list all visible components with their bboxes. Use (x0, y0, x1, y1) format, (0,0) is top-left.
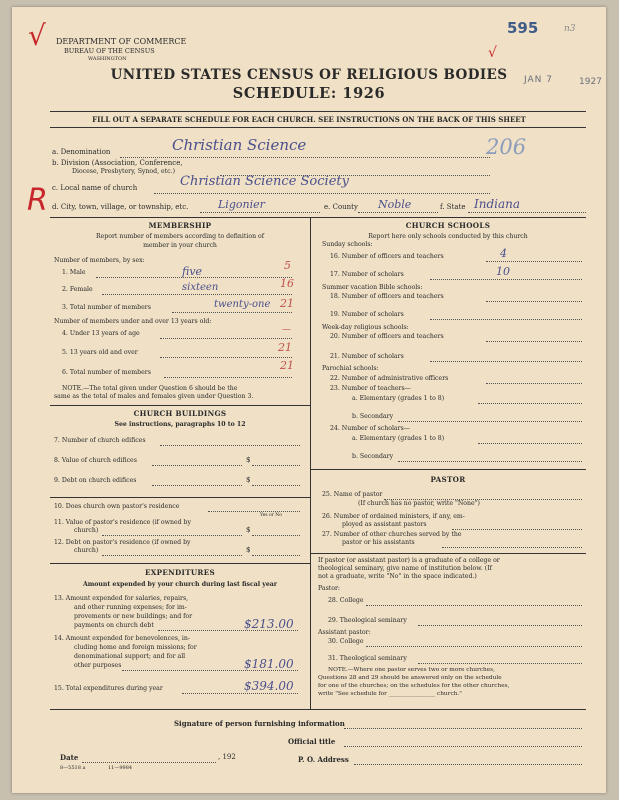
q23a-label: a. Elementary (grades 1 to 8) (352, 395, 445, 402)
q22-label: 22. Number of administrative officers (330, 375, 449, 382)
instruction-line: FILL OUT A SEPARATE SCHEDULE FOR EACH CHURCH. SEE INSTRUCTIONS ON THE BACK OF THIS SHEET (92, 115, 526, 124)
q10-label: 10. Does church own pastor's residence (54, 503, 180, 510)
q26-label-1: 26. Number of ordained ministers, if any, em- (322, 513, 465, 520)
form-title: UNITED STATES CENSUS OF RELIGIOUS BODIES (110, 67, 508, 83)
received-stamp-year: 1927 (579, 77, 602, 87)
q4-label: 4. Under 13 years of age (62, 330, 140, 337)
q7-label: 7. Number of church edifices (54, 437, 146, 444)
q30-label: 30. College (328, 638, 364, 645)
q14-line-2: cluding home and foreign missions; for (74, 644, 197, 651)
grad-line-1: If pastor (or assistant pastor) is a graduate of a college or (318, 557, 500, 564)
q11-dollar: $ (246, 526, 251, 534)
q16-label: 16. Number of officers and teachers (330, 253, 444, 260)
q14-line-1: 14. Amount expended for benevolences, in- (54, 635, 190, 642)
q13-value: $213.00 (244, 617, 294, 631)
received-stamp-date: JAN 7 (524, 75, 553, 85)
form-code-1: 8—5518 a (60, 765, 86, 771)
q31-label: 31. Theological seminary (328, 655, 407, 662)
q24-label: 24. Number of scholars— (330, 425, 410, 432)
q23b-label: b. Secondary (352, 413, 394, 420)
assistant-pastor-label: Assistant pastor: (318, 629, 371, 636)
q12-label-2: church) (74, 547, 99, 554)
q13-line-3: provements or new buildings; and for (74, 613, 193, 620)
schools-heading: CHURCH SCHOOLS (405, 221, 491, 230)
q8-dollar: $ (246, 456, 251, 464)
q2-written: sixteen (182, 282, 219, 293)
dept-line-3: WASHINGTON (88, 56, 127, 62)
q29-label: 29. Theological seminary (328, 617, 407, 624)
pastor-note-4: write "See schedule for ________________ church." (318, 691, 462, 697)
q5-label: 5. 13 years old and over (62, 349, 138, 356)
q6-label: 6. Total number of members (62, 369, 151, 376)
division-label: b. Division (Association, Conference, (52, 159, 183, 167)
county-value: Noble (378, 198, 412, 211)
pastor-note-1: NOTE.—Where one pastor serves two or more churches, (328, 667, 495, 673)
q18-label: 18. Number of officers and teachers (330, 293, 444, 300)
q28-label: 28. College (328, 597, 364, 604)
local-name-value: Christian Science Society (180, 174, 349, 189)
q16-value: 4 (500, 247, 507, 260)
q21-label: 21. Number of scholars (330, 353, 404, 360)
state-label: f. State (440, 203, 466, 211)
age-intro: Number of members under and over 13 years old: (54, 318, 212, 325)
q14-value: $181.00 (244, 657, 294, 671)
q19-label: 19. Number of scholars (330, 311, 404, 318)
q15-value: $394.00 (244, 679, 294, 693)
membership-heading: MEMBERSHIP (148, 221, 212, 230)
po-address-label: P. O. Address (298, 755, 349, 764)
q9-dollar: $ (246, 476, 251, 484)
official-title-label: Official title (288, 737, 336, 746)
pastor-note-3: for one of the churches; on the schedules for the other churches, (318, 683, 510, 689)
yes-no-hint: Yes or No (260, 513, 282, 518)
membership-intro-1: Report number of members according to definition of (95, 233, 265, 240)
q26-label-2: ployed as assistant pastors (342, 521, 427, 528)
grad-line-2: theological seminary, give name of institution below. (If (318, 565, 492, 572)
pastor-heading: PASTOR (430, 475, 466, 484)
q5-value: 21 (278, 341, 292, 354)
date-year: , 192 (218, 753, 236, 761)
city-label: d. City, town, village, or township, etc. (52, 203, 189, 211)
q4-value: — (282, 325, 291, 335)
local-name-label: c. Local name of church (52, 184, 138, 192)
county-label: e. County (324, 203, 358, 211)
small-red-check-icon: √ (488, 45, 497, 61)
sunday-label: Sunday schools: (322, 241, 373, 248)
q15-label: 15. Total expenditures during year (54, 685, 163, 692)
state-value: Indiana (474, 197, 521, 211)
city-value: Ligonier (218, 198, 265, 211)
census-schedule-sheet (12, 7, 606, 793)
q3-value: 21 (280, 297, 294, 310)
pencil-mark: n3 (564, 24, 576, 34)
q14-line-3: denominational support; and for all (74, 653, 186, 660)
grad-line-3: not a graduate, write "No" in the space indicated.) (318, 573, 477, 580)
q17-label: 17. Number of scholars (330, 271, 404, 278)
buildings-heading: CHURCH BUILDINGS (133, 409, 227, 418)
q11-label-2: church) (74, 527, 99, 534)
q24b-label: b. Secondary (352, 453, 394, 460)
dept-line-1: DEPARTMENT OF COMMERCE (56, 37, 187, 46)
q11-label-1: 11. Value of pastor's residence (if owned by (54, 519, 191, 526)
red-r-mark: R (27, 183, 48, 218)
membership-note-2: same as the total of males and females given under Question 3. (54, 393, 254, 400)
q1-label: 1. Male (62, 269, 86, 276)
q27-label-1: 27. Number of other churches served by the (322, 531, 462, 538)
q12-label-1: 12. Debt on pastor's residence (if owned by (54, 539, 191, 546)
red-check-icon: √ (28, 19, 46, 52)
denomination-label: a. Denomination (52, 148, 111, 156)
denomination-value: Christian Science (172, 136, 307, 154)
schools-intro: Report here only schools conducted by this church (368, 233, 528, 240)
q2-value: 16 (280, 277, 294, 290)
membership-intro-2: member in your church (143, 242, 217, 249)
q3-label: 3. Total number of members (62, 304, 151, 311)
form-number: 595 (507, 19, 539, 37)
q8-label: 8. Value of church edifices (54, 457, 137, 464)
q6-value: 21 (280, 359, 294, 372)
q14-line-4: other purposes (74, 662, 122, 669)
buildings-sub: See instructions, paragraphs 10 to 12 (114, 421, 246, 428)
by-sex-label: Number of members, by sex: (54, 257, 145, 264)
pastor-sub-label: Pastor: (318, 585, 341, 592)
q1-value: 5 (284, 259, 291, 272)
q25-label: 25. Name of pastor (322, 491, 383, 498)
expenditures-heading: EXPENDITURES (145, 568, 215, 577)
q25-note: (If church has no pastor, write "None") (358, 500, 480, 507)
q13-line-4: payments on church debt (74, 622, 154, 629)
signature-label: Signature of person furnishing information (174, 719, 345, 728)
q20-label: 20. Number of officers and teachers (330, 333, 444, 340)
q24a-label: a. Elementary (grades 1 to 8) (352, 435, 445, 442)
dept-line-2: BUREAU OF THE CENSUS (64, 47, 155, 55)
q27-label-2: pastor or his assistants (342, 539, 415, 546)
date-label: Date (60, 753, 79, 762)
q2-label: 2. Female (62, 286, 93, 293)
q9-label: 9. Debt on church edifices (54, 477, 137, 484)
membership-note-1: NOTE.—The total given under Question 6 should be the (62, 385, 238, 392)
denomination-code: 206 (486, 135, 527, 159)
form-code-2: 11—9984 (108, 765, 133, 771)
form-subtitle: SCHEDULE: 1926 (232, 85, 386, 102)
q1-written: five (182, 265, 203, 278)
q12-dollar: $ (246, 546, 251, 554)
q13-line-2: and other running expenses; for im- (74, 604, 187, 611)
expenditures-sub: Amount expended by your church during last fiscal year (82, 581, 278, 588)
weekday-label: Week-day religious schools: (322, 324, 409, 331)
summer-label: Summer vacation Bible schools: (322, 284, 423, 291)
q23-label: 23. Number of teachers— (330, 385, 411, 392)
q13-line-1: 13. Amount expended for salaries, repairs, (54, 595, 189, 602)
pastor-note-2: Questions 28 and 29 should be answered only on the schedule (318, 675, 502, 681)
division-label-2: Diocese, Presbytery, Synod, etc.) (72, 168, 176, 175)
q17-value: 10 (496, 265, 510, 278)
q3-written: twenty-one (214, 299, 271, 310)
parochial-label: Parochial schools: (322, 365, 379, 372)
